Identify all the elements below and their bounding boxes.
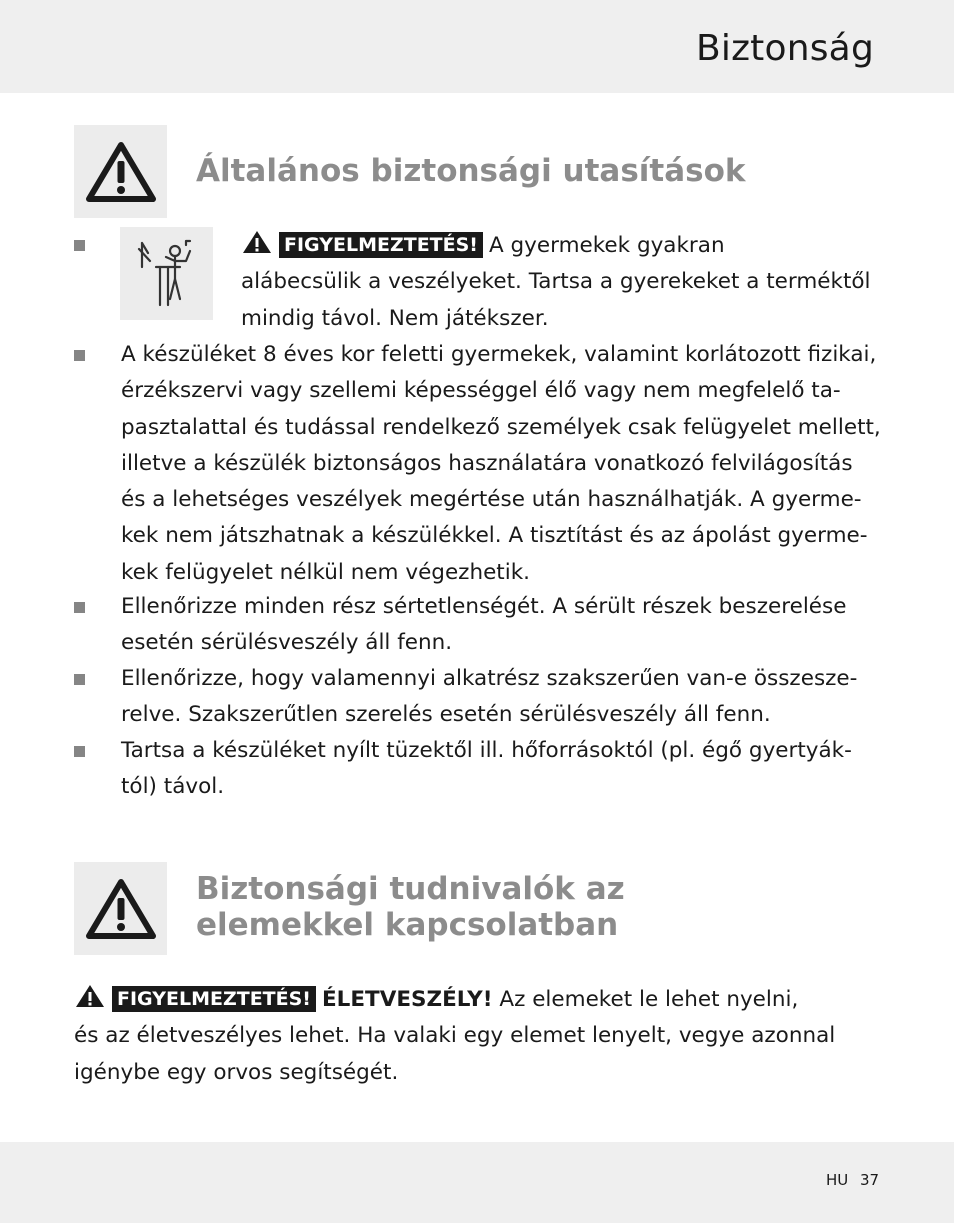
page-title: Biztonság — [695, 28, 874, 69]
bullet-marker — [74, 240, 85, 251]
warning-label: FIGYELMEZTETÉS! — [112, 986, 316, 1012]
section-title: Biztonsági tudnivalók az elemekkel kapcsolatban — [196, 871, 625, 943]
list-item: Tartsa a készüléket nyílt tüzektől ill. hőforrásoktól (pl. égő gyertyák- tól) távol. — [121, 738, 852, 800]
warning-label: FIGYELMEZTETÉS! — [279, 232, 483, 258]
list-item: Ellenőrizze, hogy valamennyi alkatrész szakszerűen van-e összesze- relve. Szakszerűtlen szerelés esetén sérülésveszély áll fenn. — [121, 666, 858, 728]
section-title: Általános biztonsági utasítások — [196, 153, 746, 189]
section-warning-box — [74, 125, 167, 218]
section-warning-box — [74, 862, 167, 955]
child-hazard-icon — [120, 227, 213, 320]
battery-warning-text: FIGYELMEZTETÉS! ÉLETVESZÉLY! Az elemeket le lehet nyelni, és az életveszélyes lehet. Ha valaki egy elemet lenyelt, vegye azonnal igénybe egy orvos segítségét. — [74, 982, 835, 1091]
footer-band — [0, 1142, 954, 1223]
warning-triangle-icon — [74, 983, 106, 1009]
page-number: 37 — [860, 1171, 880, 1189]
bullet-marker — [74, 746, 85, 757]
bullet-marker — [74, 350, 85, 361]
footer-language: HU — [826, 1171, 849, 1189]
bullet-marker — [74, 674, 85, 685]
list-item: Ellenőrizze minden rész sértetlenségét. A sérült részek beszerelése esetén sérülésveszély áll fenn. — [121, 594, 847, 656]
warning-triangle-icon — [85, 878, 157, 940]
child-warning-box — [120, 227, 213, 320]
warning-triangle-icon — [241, 229, 273, 255]
bullet-marker — [74, 602, 85, 613]
list-item: A készüléket 8 éves kor feletti gyermekek, valamint korlátozott fizikai, érzékszervi vagy szellemi képességgel élő vagy nem megfelelő ta- pasztalattal és tudással rendelkező személyek csak felügyelet mellett, illetve a készülék biztonságos használatára vonatkozó felvilágosítás és a lehetséges veszélyek megértése után használhatják. A gyerme- kek nem játszhatnak a készülékkel. A tisztítást és az ápolást gyerme- kek felügyelet nélkül nem végezhetik. — [121, 342, 881, 585]
warning-triangle-icon — [85, 141, 157, 203]
danger-label: ÉLETVESZÉLY! — [321, 987, 493, 1012]
child-warning-text: FIGYELMEZTETÉS! A gyermekek gyakran alábecsülik a veszélyeket. Tartsa a gyerekeket a terméktől mindig távol. Nem játékszer. — [241, 228, 871, 337]
